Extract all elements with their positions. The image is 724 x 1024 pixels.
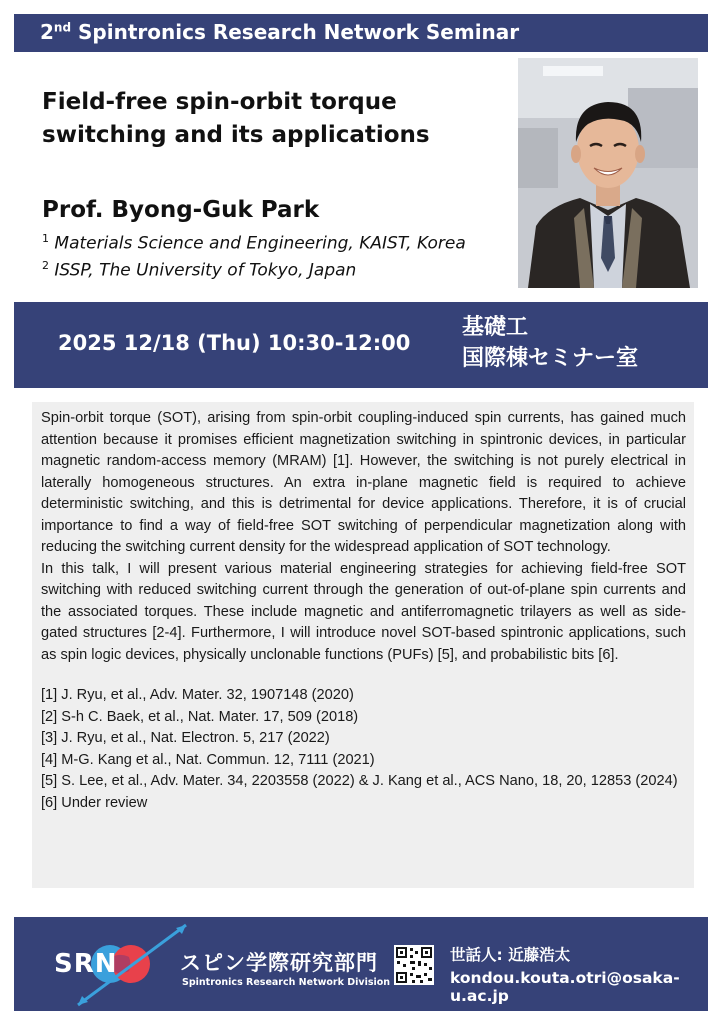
affiliation-2-mark: 2: [42, 259, 49, 272]
reference-item: [1] J. Ryu, et al., Adv. Mater. 32, 1907148 (2020): [41, 687, 354, 703]
speaker-photo-illustration: [518, 58, 698, 288]
seminar-series-banner: [14, 14, 708, 52]
seminar-datetime: 2025 12/18 (Thu) 10:30-12:00: [58, 331, 411, 355]
division-name-jp: スピン学際研究部門: [180, 951, 378, 975]
abstract-paragraph: In this talk, I will present various material engineering strategies for achieving field-free SOT switching with reduced switching current through the generation of out-of-plane spin currents and the associated torques. These include magnetic and antiferromagnetic trilayers as well as side-gated structures [2-4]. Furthermore, I will introduce novel SOT-based spintronic applications, such as spin logic devices, physically unclonable functions (PUFs) [5], and probabilistic bits [6].: [41, 560, 686, 663]
seminar-venue: [462, 312, 638, 374]
reference-item: [4] M-G. Kang et al., Nat. Commun. 12, 7111 (2021): [41, 751, 375, 768]
qr-code-icon[interactable]: [394, 945, 434, 985]
division-name-en: Spintronics Research Network Division: [182, 977, 391, 988]
abstract-paragraph: Spin-orbit torque (SOT), arising from spin-orbit coupling-induced spin currents, has gained much attention because it promises efficient magnetization switching in spintronic devices, in particular magnetic random-access memory (MRAM) [1]. However, the switching is not purely electrical in laterally homogeneous structures. An extra in-plane magnetic field is required to achieve deterministic switching, and this is detrimental for device applications. Therefore, it is of crucial importance to find a way of field-free SOT switching of perpendicular magnetization along with reducing the switching current density for the widespread application of SOT technology.: [41, 410, 686, 555]
host-email[interactable]: kondou.kouta.otri@osaka-u.ac.jp: [450, 969, 680, 1005]
srn-logo-text: SRN: [54, 949, 118, 979]
speaker-name: Prof. Byong-Guk Park: [42, 197, 320, 223]
seminar-ordinal: nd: [53, 20, 72, 35]
affiliation-1-mark: 1: [42, 232, 49, 245]
reference-item: [5] S. Lee, et al., Adv. Mater. 34, 2203558 (2022) & J. Kang et al., ACS Nano, 18, 20, 12853 (2024): [41, 773, 678, 789]
venue-line-1: 基礎工: [462, 315, 529, 340]
affiliation-2: [42, 259, 512, 281]
reference-list: [41, 685, 686, 814]
talk-title-line-1: Field-free spin-orbit torque: [42, 89, 397, 115]
footer-band: [14, 917, 708, 1011]
reference-item: [3] J. Ryu, et al., Nat. Electron. 5, 217 (2022): [41, 730, 330, 746]
reference-item: [6] Under review: [41, 794, 148, 811]
affiliation-2-text: ISSP, The University of Tokyo, Japan: [54, 260, 357, 281]
venue-line-2: 国際棟セミナー室: [462, 346, 639, 371]
host-contact-name: 世話人: 近藤浩太: [450, 946, 571, 964]
seminar-number: 2: [40, 20, 54, 44]
seminar-series-name: Spintronics Research Network Seminar: [78, 20, 520, 44]
date-venue-band: [14, 302, 708, 388]
affiliation-1-text: Materials Science and Engineering, KAIST, Korea: [54, 233, 466, 254]
affiliation-1: [42, 232, 512, 254]
talk-title-line-2: switching and its applications: [42, 122, 430, 148]
abstract-box: [32, 402, 694, 888]
talk-title: [42, 86, 502, 152]
speaker-photo: [518, 58, 698, 288]
reference-item: [2] S-h C. Baek, et al., Nat. Mater. 17, 509 (2018): [41, 708, 359, 725]
